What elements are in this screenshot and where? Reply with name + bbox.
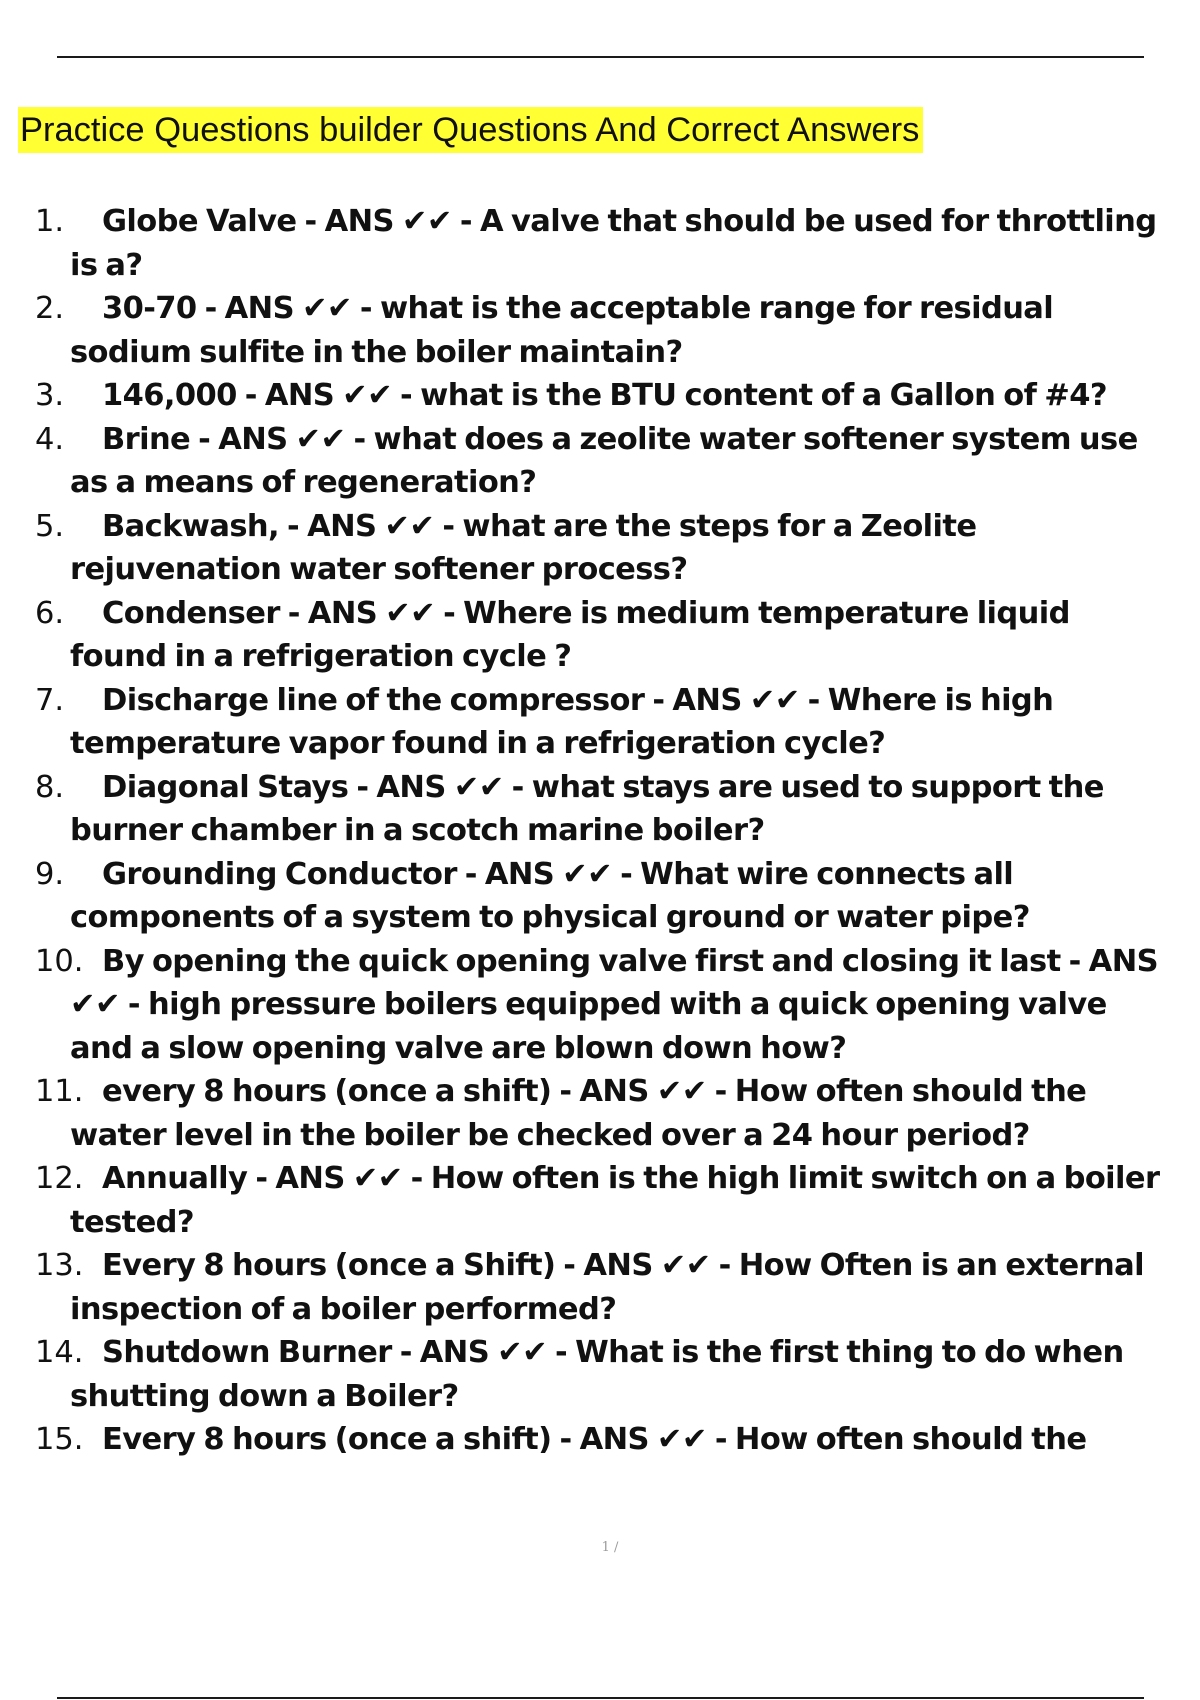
item-text: Backwash, - ANS ✔✔ - what are the steps for a Zeolite rejuvenation water softener process? bbox=[70, 508, 977, 587]
item-number: 4. bbox=[35, 421, 65, 457]
item-number: 15. bbox=[35, 1422, 84, 1457]
top-rule bbox=[57, 56, 1144, 58]
item-number: 12. bbox=[35, 1161, 84, 1196]
list-item bbox=[35, 1070, 1160, 1157]
list-item bbox=[35, 766, 1160, 853]
list-item bbox=[35, 1157, 1160, 1244]
question-list bbox=[35, 200, 1160, 1462]
item-number: 5. bbox=[35, 508, 65, 544]
list-item bbox=[35, 592, 1160, 679]
list-item bbox=[35, 200, 1160, 287]
list-item bbox=[35, 418, 1160, 505]
item-number: 7. bbox=[35, 682, 65, 718]
list-item bbox=[35, 1244, 1160, 1331]
item-text: Globe Valve - ANS ✔✔ - A valve that should be used for throttling is a? bbox=[70, 204, 1157, 283]
list-item bbox=[35, 374, 1160, 418]
list-item bbox=[35, 853, 1160, 940]
item-text: Condenser - ANS ✔✔ - Where is medium temperature liquid found in a refrigeration cycle ? bbox=[70, 595, 1070, 674]
list-item bbox=[35, 1418, 1160, 1462]
list-item bbox=[35, 940, 1160, 1071]
page-number: 1 / bbox=[601, 1540, 619, 1555]
item-number: 2. bbox=[35, 291, 65, 326]
item-text: Grounding Conductor - ANS ✔✔ - What wire connects all components of a system to physical ground or water pipe? bbox=[70, 856, 1030, 935]
item-number: 11. bbox=[35, 1074, 84, 1109]
item-number: 9. bbox=[35, 856, 65, 892]
item-number: 13. bbox=[35, 1248, 84, 1283]
item-text: 30-70 - ANS ✔✔ - what is the acceptable range for residual sodium sulfite in the boiler maintain? bbox=[70, 291, 1054, 370]
item-number: 3. bbox=[35, 378, 65, 413]
item-number: 14. bbox=[35, 1335, 84, 1370]
item-text: Diagonal Stays - ANS ✔✔ - what stays are used to support the burner chamber in a scotch marine boiler? bbox=[70, 769, 1104, 848]
item-text: Every 8 hours (once a Shift) - ANS ✔✔ - How Often is an external inspection of a boiler performed? bbox=[70, 1248, 1144, 1327]
item-text: Every 8 hours (once a shift) - ANS ✔✔ - How often should the bbox=[102, 1422, 1087, 1457]
item-number: 6. bbox=[35, 595, 65, 631]
item-text: 146,000 - ANS ✔✔ - what is the BTU content of a Gallon of #4? bbox=[102, 378, 1107, 413]
item-text: Brine - ANS ✔✔ - what does a zeolite water softener system use as a means of regeneration? bbox=[70, 421, 1138, 500]
list-item bbox=[35, 1331, 1160, 1418]
item-text: Annually - ANS ✔✔ - How often is the high limit switch on a boiler tested? bbox=[70, 1161, 1160, 1240]
item-text: Discharge line of the compressor - ANS ✔✔ - Where is high temperature vapor found in a refrigeration cycle? bbox=[70, 682, 1054, 761]
list-item bbox=[35, 505, 1160, 592]
list-item bbox=[35, 287, 1160, 374]
item-text: By opening the quick opening valve first and closing it last - ANS ✔✔ - high pressure boilers equipped with a quick opening valve and a slow opening valve are blown down how? bbox=[70, 943, 1158, 1066]
item-text: Shutdown Burner - ANS ✔✔ - What is the first thing to do when shutting down a Boiler? bbox=[70, 1335, 1124, 1414]
list-item bbox=[35, 679, 1160, 766]
bottom-rule bbox=[57, 1697, 1144, 1699]
item-number: 1. bbox=[35, 204, 65, 239]
document-title: Practice Questions builder Questions And Correct Answers bbox=[18, 107, 923, 153]
item-number: 8. bbox=[35, 769, 65, 805]
item-number: 10. bbox=[35, 943, 84, 979]
item-text: every 8 hours (once a shift) - ANS ✔✔ - How often should the water level in the boiler be checked over a 24 hour period? bbox=[70, 1074, 1087, 1153]
